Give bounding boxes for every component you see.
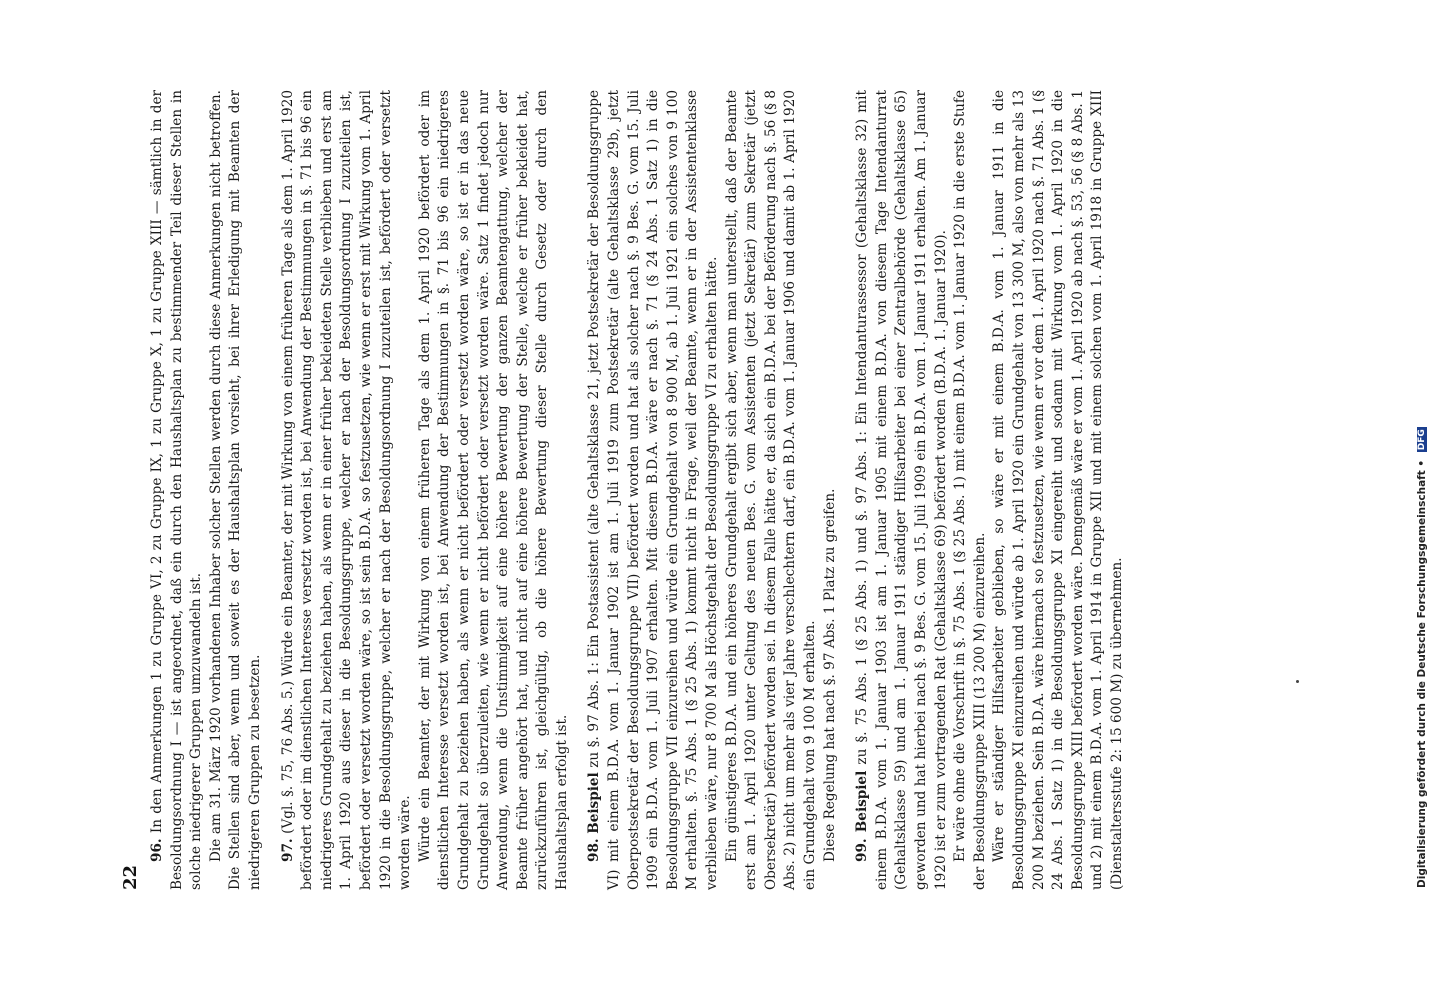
paragraph-text: Würde ein Beamter, der mit Wirkung von einem früheren Tage als dem 1. April 1920 befördert oder im dienstlichen Interesse versetzt worden ist, bei Anwendung der Bestimmungen in §. 71 bis 96 ein niedrigeres Grundgehalt zu beziehen haben, als wenn er nicht befördert oder versetzt worden wäre, so ist er in das neue Grundgehalt so überzuleiten, wie wenn er nicht befördert oder versetzt worden wäre. Satz 1 findet jedoch nur Anwendung, wenn die Unstimmigkeit auf eine höhere Bewertung der ganzen Beamtengattung, welcher der Beamte früher angehört hat, und nicht auf eine höhere Bewertung der Stelle, welche er früher bekleidet hat, zurückzuführen ist, gleichgültig, ob die höhere Bewertung dieser Stelle durch Gesetz oder durch den Haushaltsplan erfolgt ist. [416, 90, 570, 890]
paragraph-96 [148, 90, 207, 890]
scan-speck [1296, 680, 1299, 683]
paragraph-98 [585, 90, 722, 890]
paragraph-text: (Vgl. §. 75, 76 Abs. 5.) Würde ein Beamter, der mit Wirkung von einem früheren Tage als dem 1. April 1920 befördert oder im dienstlichen Interesse versetzt worden ist, bei Anwendung der Bestimmungen in §. 71 bis 96 ein niedrigeres Grundgehalt zu beziehen haben, als wenn er in einer früher bekleideten Stelle verblieben und erst am 1. April 1920 aus dieser in die Besoldungsgruppe, welcher er nach der Besoldungsordnung I zuzuteilen ist, befördert oder versetzt worden wäre, so ist sein B.D.A. so festzusetzen, wie wenn er erst mit Wirkung vom 1. April 1920 in die Besoldungsgruppe, welcher er nach der Besoldungsordnung I zuzuteilen ist, befördert oder versetzt worden wäre. [279, 90, 414, 890]
paragraph-text: Ein günstigeres B.D.A. und ein höheres Grundgehalt ergibt sich aber, wenn man unterstellt, daß der Beamte erst am 1. April 1920 unter Geltung des neuen Bes. G. vom Assistenten (jetzt Sekretär) zum Sekretär (jetzt Obersekretär) befördert worden sei. In diesem Falle hätte er, da sich ein B.D.A. bei der Beförderung nach §. 56 (§ 8 Abs. 2) nicht um mehr als vier Jahre verschlechtern darf, ein B.D.A. vom 1. Januar 1906 und damit ab 1. April 1920 ein Grundgehalt von 9 100 M erhalten. [723, 90, 818, 890]
paragraph-text: Diese Regelung hat nach §. 97 Abs. 1 Platz zu greifen. [821, 488, 838, 862]
dfg-logo: DFG [1417, 429, 1427, 451]
paragraph-text: Er wäre ohne die Vorschrift in §. 75 Abs. 1 (§ 25 Abs. 1) mit einem B.D.A. vom 1. Januar 1920 in die erste Stufe der Besoldungsgruppe XIII (13 200 M) einzureihen. [952, 90, 988, 890]
paragraph-number: 98. [586, 838, 603, 862]
paragraph-97-continued [416, 90, 573, 890]
example-label: Beispiel [854, 770, 871, 833]
paragraph-98-closing [821, 90, 841, 890]
page-number: 22 [120, 864, 141, 890]
paragraph-99 [853, 90, 951, 890]
paragraph-text: zu §. 97 Abs. 1: Ein Postassistent (alte Gehaltsklasse 21, jetzt Postsekretär der Besoldungsgruppe VI) mit einem B.D.A. vom 1. Januar 1902 ist am 1. Juli 1919 zum Postsekretär (alte Gehaltsklasse 29b, jetzt Oberpostsekretär der Besoldungsgruppe VII) befördert worden und hat als solcher nach §. 9 Bes. G. vom 15. Juli 1909 ein B.D.A. vom 1. Juli 1907 erhalten. Mit diesem B.D.A. wäre er nach §. 71 (§ 24 Abs. 1 Satz 1) in die Besoldungsgruppe VII einzureihen und würde ein Grundgehalt von 8 900 M, ab 1. Juli 1921 ein solches von 9 100 M erhalten. §. 75 Abs. 1 (§ 25 Abs. 1) kommt nicht in Frage, weil der Beamte, wenn er in der Assistentenklasse verblieben wäre, nur 8 700 M als Höchstgehalt der Besoldungsgruppe VI zu erhalten hätte. [586, 89, 721, 890]
page-body [148, 90, 1128, 890]
paragraph-number: 99. [854, 838, 871, 862]
paragraph-99-continued [951, 90, 990, 890]
paragraph-99-closing [990, 90, 1127, 890]
funding-note-text [1416, 427, 1428, 888]
paragraph-text: zu §. 75 Abs. 1 (§ 25 Abs. 1) und §. 97 Abs. 1: Ein Intendanturassessor (Gehaltsklasse 32) mit einem B.D.A. vom 1. Januar 1903 ist am 1. Januar 1905 mit einem B.D.A. von diesem Tage Intendanturrat (Gehaltsklasse 59) und am 1. Januar 1911 ständiger Hilfsarbeiter bei einer Zentralbehörde (Gehaltsklasse 65) geworden und hat hierbei nach §. 9 Bes. G. vom 15. Juli 1909 ein B.D.A. vom 1. Januar 1911 erhalten. Am 1. Januar 1920 ist er zum vortragenden Rat (Gehaltsklasse 69) befördert worden (B.D.A. 1. Januar 1920). [854, 90, 949, 890]
paragraph-text: In den Anmerkungen 1 zu Gruppe VI, 2 zu Gruppe IX, 1 zu Gruppe X, 1 zu Gruppe XIII — sämtlich in der Besoldungsordnung I — ist angeordnet, daß ein durch den Haushaltsplan zu bestimmender Teil dieser Stellen in solche niedrigerer Gruppen umzuwandeln ist. [149, 90, 205, 890]
example-label: Beispiel [586, 772, 603, 834]
paragraph-98-continued [723, 90, 821, 890]
paragraph-text: Die am 31. März 1920 vorhandenen Inhaber solcher Stellen werden durch diese Anmerkungen nicht betroffen. Die Stellen sind aber, wenn und soweit es der Haushaltsplan vorsieht, bei ihrer Erledigung mit Beamten der niedrigeren Gruppen zu besetzen. [207, 90, 263, 890]
funding-text: Digitalisierung gefördert durch die Deutsche Forschungsgemeinschaft [1416, 470, 1428, 888]
paragraph-text: Wäre er ständiger Hilfsarbeiter geblieben, so wäre er mit einem B.D.A. vom 1. Januar 1911 in die Besoldungsgruppe XI einzureihen und würde ab 1. April 1920 ein Grundgehalt von 13 300 M, also von mehr als 13 200 M beziehen. Sein B.D.A. wäre hiernach so festzusetzen, wie wenn er vor dem 1. April 1920 nach §. 71 Abs. 1 (§ 24 Abs. 1 Satz 1) in die Besoldungsgruppe XI eingereiht und sodann mit Wirkung vom 1. April 1920 in die Besoldungsgruppe XIII befördert worden wäre. Demgemäß wäre er vom 1. April 1920 ab nach §. 53, 56 (§ 8 Abs. 1 und 2) mit einem B.D.A. vom 1. April 1914 in Gruppe XII und mit einem solchen vom 1. April 1918 in Gruppe XIII (Dienstaltersstufe 2: 15 600 M) zu übernehmen. [991, 90, 1125, 890]
paragraph-number: 97. [279, 838, 296, 862]
paragraph-96-continued [207, 90, 266, 890]
paragraph-97 [279, 90, 416, 890]
separator-dot: • [1416, 459, 1428, 467]
funding-note [1414, 429, 1430, 888]
paragraph-number: 96. [149, 838, 165, 862]
